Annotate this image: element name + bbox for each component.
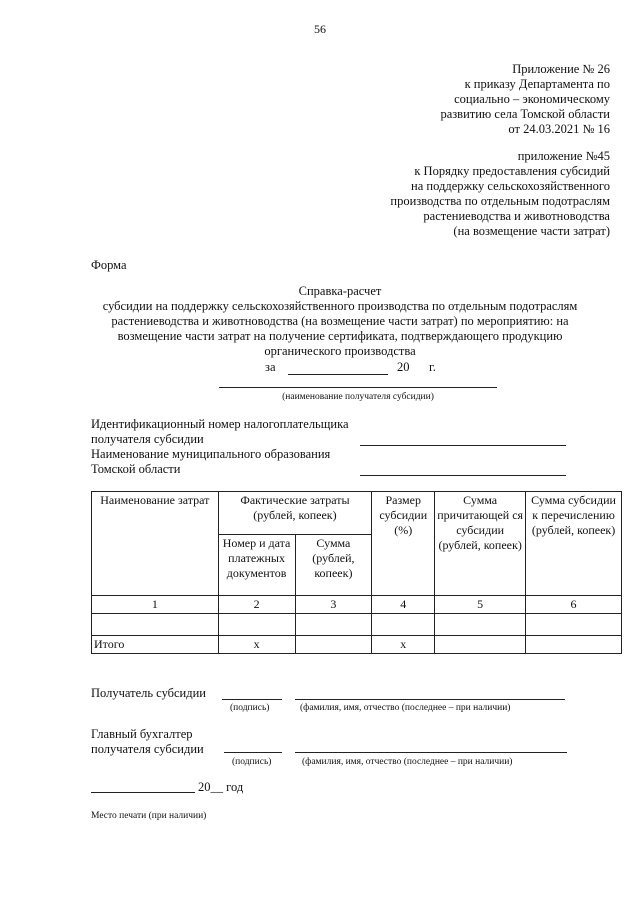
table-cell[interactable] xyxy=(372,614,435,636)
period-suffix: г. xyxy=(429,360,436,374)
table-cell[interactable] xyxy=(295,614,372,636)
date-year: 20__ год xyxy=(198,780,244,794)
header-payment-docs: Номер и дата платежных документов xyxy=(218,535,295,596)
total-row xyxy=(92,636,622,654)
municipality-label-line2: Томской области xyxy=(91,462,181,476)
table-cell[interactable] xyxy=(526,614,622,636)
appendix-26-line: к приказу Департамента по xyxy=(464,77,610,91)
appendix-45-line: производства по отдельным подотраслям xyxy=(390,194,610,208)
appendix-26-line: развитию села Томской области xyxy=(440,107,610,121)
appendix-26-line: от 24.03.2021 № 16 xyxy=(508,122,610,136)
appendix-45-line: к Порядку предоставления субсидий xyxy=(414,164,610,178)
date-blank[interactable] xyxy=(91,792,195,793)
period-prefix: за xyxy=(265,360,276,374)
page-number: 56 xyxy=(314,22,326,36)
appendix-26-line: Приложение № 26 xyxy=(512,62,610,76)
recipient-signature-line[interactable] xyxy=(222,699,282,700)
recipient-sign-caption: (подпись) xyxy=(230,703,270,713)
municipality-field[interactable] xyxy=(360,475,566,476)
accountant-signature-line[interactable] xyxy=(224,752,282,753)
total-cell-x: x xyxy=(372,636,435,654)
accountant-name-caption: (фамилия, имя, отчество (последнее – при наличии) xyxy=(302,757,513,767)
appendix-45-line: приложение №45 xyxy=(517,149,610,163)
stamp-place: Место печати (при наличии) xyxy=(91,811,207,821)
recipient-fullname-line[interactable] xyxy=(295,699,565,700)
table-cell[interactable] xyxy=(435,614,526,636)
table-cell[interactable] xyxy=(526,636,622,654)
title-line: субсидии на поддержку сельскохозяйственного производства по отдельным подотраслям xyxy=(102,299,578,313)
table-row xyxy=(92,614,622,636)
inn-label-line2: получателя субсидии xyxy=(91,432,204,446)
total-cell-x: x xyxy=(218,636,295,654)
title-line: органического производства xyxy=(264,344,416,358)
title-line: возмещение части затрат на получение сертификата, подтверждающего продукцию xyxy=(117,329,563,343)
period-year: 20 xyxy=(397,360,410,374)
header-subsidy-size: Размер субсидии (%) xyxy=(372,492,435,596)
header-actual-costs: Фактические затраты (рублей, копеек) xyxy=(218,492,372,535)
form-label: Форма xyxy=(91,258,127,272)
column-number: 6 xyxy=(526,596,622,614)
appendix-45-line: (на возмещение части затрат) xyxy=(453,224,610,238)
table-cell[interactable] xyxy=(218,614,295,636)
column-number: 3 xyxy=(295,596,372,614)
total-label: Итого xyxy=(92,636,219,654)
accountant-fullname-line[interactable] xyxy=(295,752,567,753)
appendix-45-line: растениеводства и животноводства xyxy=(423,209,610,223)
recipient-label: Получатель субсидии xyxy=(91,686,206,700)
recipient-name-caption: (наименование получателя субсидии) xyxy=(282,392,434,402)
column-number: 5 xyxy=(435,596,526,614)
accountant-sign-caption: (подпись) xyxy=(232,757,272,767)
header-transfer-amount: Сумма субсидии к перечислению (рублей, копеек) xyxy=(526,492,622,596)
header-amount: Сумма (рублей, копеек) xyxy=(295,535,372,596)
appendix-45-block xyxy=(390,149,610,239)
column-number: 4 xyxy=(372,596,435,614)
document-title xyxy=(60,284,620,359)
municipality-label-line1: Наименование муниципального образования xyxy=(91,447,331,461)
column-number: 2 xyxy=(218,596,295,614)
appendix-26-line: социально – экономическому xyxy=(454,92,610,106)
table-cell[interactable] xyxy=(92,614,219,636)
subsidy-table xyxy=(91,491,622,654)
title-line: Справка-расчет xyxy=(298,284,382,298)
recipient-name-caption: (фамилия, имя, отчество (последнее – при наличии) xyxy=(300,703,511,713)
header-due-amount: Сумма причитающей ся субсидии (рублей, копеек) xyxy=(435,492,526,596)
inn-label-line1: Идентификационный номер налогоплательщика xyxy=(91,417,349,431)
accountant-label-line1: Главный бухгалтер xyxy=(91,727,193,741)
column-number: 1 xyxy=(92,596,219,614)
header-name: Наименование затрат xyxy=(92,492,219,596)
recipient-name-line[interactable] xyxy=(219,387,497,388)
period-blank[interactable] xyxy=(288,374,388,375)
table-cell[interactable] xyxy=(295,636,372,654)
table-cell[interactable] xyxy=(435,636,526,654)
accountant-label-line2: получателя субсидии xyxy=(91,742,204,756)
appendix-45-line: на поддержку сельскохозяйственного xyxy=(411,179,610,193)
inn-field[interactable] xyxy=(360,445,566,446)
appendix-26-block xyxy=(440,62,610,137)
title-line: растениеводства и животноводства (на возмещение части затрат) по мероприятию: на xyxy=(111,314,569,328)
